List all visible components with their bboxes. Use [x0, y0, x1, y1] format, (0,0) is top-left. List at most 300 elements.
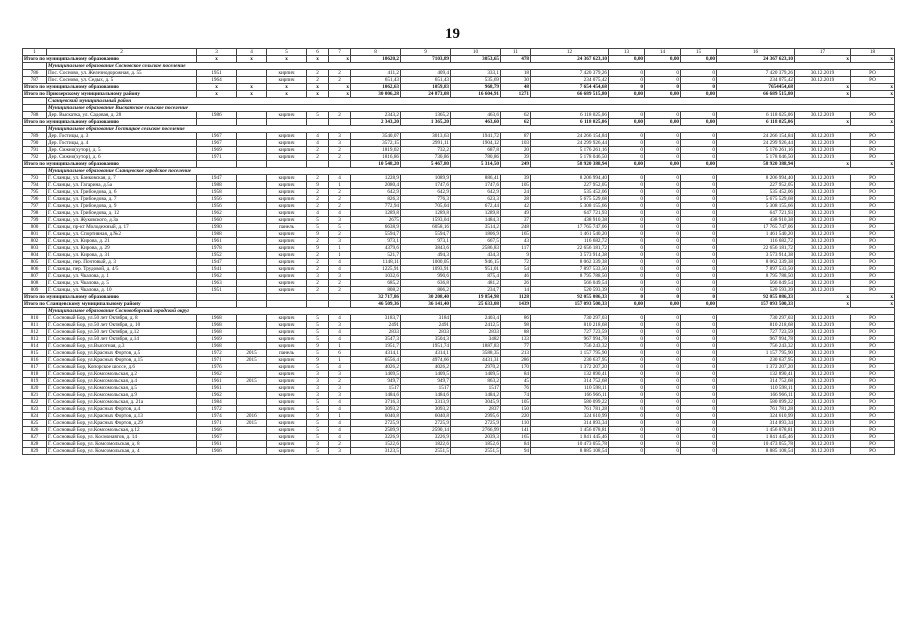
table-cell: 2 — [307, 154, 329, 161]
table-cell: 3 — [329, 385, 351, 392]
table-cell: 9 — [307, 343, 329, 350]
table-cell: x — [267, 84, 307, 91]
table-cell: 0 — [609, 434, 645, 441]
total-row — [23, 119, 895, 126]
table-cell: 8 885 108,54 — [717, 448, 795, 455]
table-cell: Дер. Сижно(хутор), д. 6 — [47, 154, 197, 161]
table-cell: 0 — [645, 434, 681, 441]
table-cell: РО — [851, 154, 895, 161]
housing-register-sheet — [22, 48, 894, 455]
table-cell: 3 — [329, 238, 351, 245]
table-cell: Г. Сланцы, ул. Кирова, д. 31 — [47, 252, 197, 259]
table-cell: 0 — [681, 385, 717, 392]
table-cell: 0 — [681, 434, 717, 441]
table-cell: 2 — [307, 189, 329, 196]
table-cell: 30.12.2019 — [795, 252, 851, 259]
table-row — [23, 245, 895, 252]
table-cell: кирпич — [267, 448, 307, 455]
table-cell: 730,86 — [401, 154, 451, 161]
table-cell: 5 308 155,66 — [717, 203, 795, 210]
table-cell: 520 593,39 — [717, 287, 795, 294]
table-row — [23, 427, 895, 434]
section-header-row — [23, 105, 895, 112]
table-cell: 687,8 — [451, 147, 501, 154]
table-cell: 43 — [501, 238, 531, 245]
table-cell: 672,44 — [451, 203, 501, 210]
table-cell: 3 — [329, 322, 351, 329]
table-cell: 790 — [23, 140, 47, 147]
table-cell: 157 093 500,33 — [717, 301, 795, 308]
table-cell — [237, 301, 267, 308]
table-cell: 0 — [645, 287, 681, 294]
section-header-row — [23, 63, 895, 70]
table-cell: 0 — [609, 350, 645, 357]
table-cell: 88 — [501, 329, 531, 336]
table-row — [23, 175, 895, 182]
table-cell: кирпич — [267, 420, 307, 427]
table-cell: 4 — [307, 210, 329, 217]
table-cell: 4 — [329, 266, 351, 273]
table-cell: 761 781,28 — [531, 406, 609, 413]
table-cell: 9 — [307, 357, 329, 364]
table-cell: 949,7 — [401, 378, 451, 385]
table-cell: 3 — [329, 133, 351, 140]
table-cell: 30.12.2019 — [795, 392, 851, 399]
table-cell: Итого по муниципальному образованию — [23, 84, 197, 91]
table-cell: 4314,1 — [351, 350, 401, 357]
table-cell: РО — [851, 259, 895, 266]
table-cell: 0 — [681, 406, 717, 413]
table-cell: 3588,35 — [451, 350, 501, 357]
page-number: 19 — [445, 26, 460, 42]
table-cell: 0 — [645, 217, 681, 224]
table-cell: 0 — [681, 147, 717, 154]
table-cell: x — [237, 84, 267, 91]
table-cell: кирпич — [267, 259, 307, 266]
table-cell: 0 — [609, 70, 645, 77]
table-cell: Г. Сланцы, ул. Грибоедова, д. 7 — [47, 196, 197, 203]
table-cell: 0 — [681, 224, 717, 231]
table-cell: 642,9 — [401, 189, 451, 196]
table-cell: Г. Сосновый Бор, ул.Комсомольская, д.4 — [47, 378, 197, 385]
table-cell: 1747,6 — [401, 182, 451, 189]
table-cell: 105 — [501, 182, 531, 189]
table-row — [23, 350, 895, 357]
table-cell: РО — [851, 357, 895, 364]
table-cell: 8 — [351, 49, 401, 56]
table-cell: 30.12.2019 — [795, 427, 851, 434]
table-cell: кирпич — [267, 70, 307, 77]
table-row — [23, 399, 895, 406]
table-cell: 1968 — [197, 322, 237, 329]
table-cell: 1971 — [197, 154, 237, 161]
table-cell: 234,7 — [451, 287, 501, 294]
table-cell: 84 — [501, 441, 531, 448]
table-cell: 1968 — [197, 329, 237, 336]
table-cell: 2675 — [351, 217, 401, 224]
table-cell: 0 — [645, 259, 681, 266]
table-cell: 30.12.2019 — [795, 231, 851, 238]
table-cell: 166 966,11 — [717, 392, 795, 399]
table-cell: 18 — [851, 49, 895, 56]
table-cell: 0 — [681, 378, 717, 385]
table-cell: 2 — [307, 252, 329, 259]
table-cell: 77 — [501, 343, 531, 350]
table-cell: 1409,5 — [451, 371, 501, 378]
table-cell: 17 765 747,06 — [717, 224, 795, 231]
table-cell: 14 — [501, 287, 531, 294]
table-cell: 1484,6 — [401, 392, 451, 399]
table-row — [23, 112, 895, 119]
table-cell: 535 452,06 — [531, 189, 609, 196]
table-cell: 0 — [645, 224, 681, 231]
table-cell: 0 — [609, 175, 645, 182]
table-cell: 9 — [307, 182, 329, 189]
table-cell: 0 — [609, 294, 645, 301]
table-cell: x — [795, 294, 851, 301]
table-cell: 1059,83 — [401, 84, 451, 91]
section-header-row — [23, 126, 895, 133]
table-cell: 24 299 926,44 — [717, 140, 795, 147]
table-cell: 1947 — [197, 175, 237, 182]
table-cell: 66 689 515,80 — [531, 91, 609, 98]
table-cell: 0 — [681, 203, 717, 210]
table-cell: 1747,6 — [451, 182, 501, 189]
table-cell: кирпич — [267, 77, 307, 84]
table-cell: РО — [851, 364, 895, 371]
table-cell: 4 — [307, 133, 329, 140]
table-cell: 3 573 914,38 — [531, 252, 609, 259]
table-cell: 7 420 379,26 — [717, 70, 795, 77]
table-cell: 220 — [501, 413, 531, 420]
table-cell: 3 — [307, 392, 329, 399]
table-cell: кирпич — [267, 427, 307, 434]
table-cell: 2 — [329, 280, 351, 287]
table-cell: 6638,9 — [351, 224, 401, 231]
table-cell: 463,60 — [451, 119, 501, 126]
table-cell: 761 781,28 — [717, 406, 795, 413]
table-cell — [237, 329, 267, 336]
table-cell: 807 — [23, 273, 47, 280]
table-cell: 0,00 — [681, 119, 717, 126]
table-cell: 2 — [307, 287, 329, 294]
table-cell: 535 452,06 — [717, 189, 795, 196]
table-cell: 1969 — [197, 336, 237, 343]
table-cell: 1365,2 — [401, 112, 451, 119]
table-cell: РО — [851, 448, 895, 455]
table-cell: 0 — [609, 210, 645, 217]
table-cell: Г. Сосновый Бор, ул.Красных Фортов, д.13 — [47, 413, 197, 420]
table-cell: 826 — [23, 427, 47, 434]
table-cell: Г. Сосновый Бор, ул. Космонавтов, д. 14 — [47, 434, 197, 441]
table-cell: 1941 — [197, 266, 237, 273]
table-cell: 1032,6 — [351, 273, 401, 280]
table-cell: 0 — [645, 378, 681, 385]
table-cell: 1972 — [197, 350, 237, 357]
table-row — [23, 259, 895, 266]
table-cell: 0 — [609, 231, 645, 238]
table-cell: Муниципальное образование Сланцевское городское поселение — [47, 168, 895, 175]
table-cell: 7 — [329, 49, 351, 56]
table-cell: 2837 — [451, 406, 501, 413]
table-cell: x — [237, 56, 267, 63]
table-cell: 314 752,68 — [717, 378, 795, 385]
table-cell: 825 — [23, 420, 47, 427]
table-cell: x — [795, 56, 851, 63]
table-cell: 788 — [23, 112, 47, 119]
register-body — [23, 49, 895, 455]
table-cell: Муниципальное образование Гостицкое сельское поселение — [47, 126, 895, 133]
table-cell: 4 — [237, 49, 267, 56]
table-cell: 30 — [501, 77, 531, 84]
table-cell: 636,8 — [401, 280, 451, 287]
table-cell: 4974,66 — [401, 357, 451, 364]
table-cell: 1000,05 — [401, 259, 451, 266]
table-cell: кирпич — [267, 357, 307, 364]
table-row — [23, 357, 895, 364]
table-cell: 30.12.2019 — [795, 259, 851, 266]
table-cell: 92 055 086,33 — [531, 294, 609, 301]
table-cell: Г. Сланцы, ул. Гагарина, д.5а — [47, 182, 197, 189]
table-cell: 2491 — [351, 322, 401, 329]
table-cell: 1958 — [197, 189, 237, 196]
table-cell: 132 890,41 — [531, 371, 609, 378]
table-cell: 0 — [681, 266, 717, 273]
table-cell — [237, 434, 267, 441]
table-cell — [307, 119, 329, 126]
table-cell: 30.12.2019 — [795, 196, 851, 203]
table-cell: РО — [851, 210, 895, 217]
table-cell: 804 — [23, 252, 47, 259]
table-cell: 3 — [329, 371, 351, 378]
table-cell — [237, 245, 267, 252]
table-cell: 806,2 — [401, 287, 451, 294]
table-cell: 756 243,32 — [531, 343, 609, 350]
table-cell: 0,00 — [645, 301, 681, 308]
table-cell: 0 — [681, 448, 717, 455]
table-cell: 1 — [329, 357, 351, 364]
table-cell: 809 — [23, 287, 47, 294]
table-cell: 802 — [23, 238, 47, 245]
table-cell: 2 — [329, 231, 351, 238]
table-cell — [237, 399, 267, 406]
table-cell: 0 — [645, 294, 681, 301]
table-cell: 822 — [23, 399, 47, 406]
table-row — [23, 133, 895, 140]
table-cell: 806 — [23, 266, 47, 273]
table-cell: 1 365,20 — [401, 119, 451, 126]
table-cell: 0 — [609, 420, 645, 427]
table-cell: РО — [851, 112, 895, 119]
table-cell: x — [795, 84, 851, 91]
table-cell: 30.12.2019 — [795, 70, 851, 77]
table-row — [23, 210, 895, 217]
table-cell: 9 — [307, 413, 329, 420]
table-cell: РО — [851, 322, 895, 329]
table-cell: 520 593,39 — [531, 287, 609, 294]
table-cell: 1986 — [197, 112, 237, 119]
table-cell: 642,9 — [351, 189, 401, 196]
table-cell: x — [237, 91, 267, 98]
table-cell: 1289,8 — [451, 210, 501, 217]
table-cell: 30.12.2019 — [795, 336, 851, 343]
table-cell: 0 — [645, 238, 681, 245]
table-cell: 8 206 994,40 — [717, 175, 795, 182]
table-row — [23, 385, 895, 392]
table-cell: 9 — [401, 49, 451, 56]
table-cell: 1517 — [351, 385, 401, 392]
table-cell: 1971 — [197, 420, 237, 427]
table-cell: x — [851, 56, 895, 63]
table-cell: Г. Сосновый Бор, ул.Комсомольская, д.12 — [47, 427, 197, 434]
table-cell: Дер. Гостицы, д. 4 — [47, 140, 197, 147]
table-cell: 2343,2 — [351, 112, 401, 119]
table-cell: 0 — [681, 112, 717, 119]
table-cell: Г. Сланцы, пер. Почтовый, д. 3 — [47, 259, 197, 266]
table-cell — [329, 301, 351, 308]
table-cell: 823 — [23, 406, 47, 413]
table-cell: x — [795, 119, 851, 126]
table-cell: 1 — [329, 182, 351, 189]
table-cell: 58 920 388,94 — [531, 161, 609, 168]
table-cell: 801 — [23, 231, 47, 238]
table-cell: 821 — [23, 392, 47, 399]
table-cell: 6040,8 — [401, 413, 451, 420]
table-cell: 0 — [645, 280, 681, 287]
table-cell: 817 — [23, 364, 47, 371]
table-cell: кирпич — [267, 217, 307, 224]
table-cell: 1951,74 — [401, 343, 451, 350]
table-cell: 828 — [23, 441, 47, 448]
table-cell: 4 — [329, 399, 351, 406]
table-cell — [237, 119, 267, 126]
table-cell — [237, 217, 267, 224]
table-cell: 6 — [307, 49, 329, 56]
table-cell: РО — [851, 441, 895, 448]
table-row — [23, 392, 895, 399]
table-cell: 170 — [501, 364, 531, 371]
table-cell — [237, 371, 267, 378]
table-cell: 3 — [307, 441, 329, 448]
table-cell: 0,00 — [645, 119, 681, 126]
table-cell: 5 — [307, 336, 329, 343]
table-cell: 2015 — [237, 420, 267, 427]
table-cell: 0 — [609, 273, 645, 280]
table-cell: 2 — [329, 154, 351, 161]
table-cell: Г. Сланцы, ул. Грибоедова, д. 9 — [47, 203, 197, 210]
table-cell: 796 — [23, 196, 47, 203]
column-number-row — [23, 49, 895, 56]
table-cell: 30.12.2019 — [795, 441, 851, 448]
table-cell: 286 — [501, 357, 531, 364]
table-cell: 30.12.2019 — [795, 287, 851, 294]
table-cell: 84 — [501, 371, 531, 378]
table-cell: 3 — [307, 273, 329, 280]
table-cell: 0 — [681, 77, 717, 84]
table-cell: РО — [851, 392, 895, 399]
table-cell: 5 — [267, 49, 307, 56]
table-cell: 0 — [681, 189, 717, 196]
table-cell: 30.12.2019 — [795, 133, 851, 140]
table-cell: 10620,2 — [351, 56, 401, 63]
table-cell — [237, 343, 267, 350]
table-cell: 1 456 078,81 — [531, 427, 609, 434]
table-cell: 2995,6 — [451, 413, 501, 420]
table-cell: 0 — [645, 210, 681, 217]
table-cell: 2039,3 — [451, 434, 501, 441]
table-cell: 5 — [307, 448, 329, 455]
table-cell: Итого по муниципальному образованию — [23, 56, 197, 63]
table-cell: 4 — [329, 364, 351, 371]
table-cell: кирпич — [267, 399, 307, 406]
total-row — [23, 301, 895, 308]
table-cell: 30.12.2019 — [795, 315, 851, 322]
table-cell: 16 604,91 — [451, 91, 501, 98]
table-cell: 1517 — [401, 385, 451, 392]
table-cell: 1887,83 — [451, 343, 501, 350]
table-cell: РО — [851, 217, 895, 224]
table-cell: 0 — [645, 231, 681, 238]
table-cell: 580 099,22 — [717, 399, 795, 406]
table-cell: 141 — [501, 427, 531, 434]
table-cell: 0 — [609, 441, 645, 448]
total-row — [23, 56, 895, 63]
table-cell: 7 897 533,50 — [717, 266, 795, 273]
table-cell — [237, 133, 267, 140]
table-cell: 324 610,99 — [531, 413, 609, 420]
table-cell: 8 885 108,54 — [531, 448, 609, 455]
table-cell — [237, 189, 267, 196]
table-cell: 98 — [501, 322, 531, 329]
table-cell: кирпич — [267, 238, 307, 245]
table-cell: 1960 — [197, 217, 237, 224]
table-cell: 4 — [329, 329, 351, 336]
table-cell: 5 — [307, 329, 329, 336]
table-cell: 792 — [23, 154, 47, 161]
table-cell — [237, 70, 267, 77]
table-cell: 7 654 454,68 — [531, 84, 609, 91]
table-row — [23, 378, 895, 385]
table-cell: 3716,3 — [351, 399, 401, 406]
table-cell: кирпич — [267, 245, 307, 252]
table-cell: 3 — [329, 140, 351, 147]
table-cell: 2412,5 — [451, 322, 501, 329]
table-cell: РО — [851, 385, 895, 392]
table-cell: 732,2 — [401, 147, 451, 154]
table-cell — [237, 196, 267, 203]
table-cell — [237, 427, 267, 434]
table-cell: 651,43 — [351, 77, 401, 84]
table-cell: 1816,86 — [351, 154, 401, 161]
table-cell: кирпич — [267, 385, 307, 392]
table-cell: 26 — [501, 280, 531, 287]
table-cell: 4 — [329, 336, 351, 343]
table-cell — [267, 161, 307, 168]
table-cell: 411,2 — [351, 70, 401, 77]
table-cell: кирпич — [267, 175, 307, 182]
table-cell: 10 473 055,78 — [531, 441, 609, 448]
table-cell: 1962 — [197, 210, 237, 217]
table-cell: 815 — [23, 350, 47, 357]
table-cell: 2970,2 — [451, 364, 501, 371]
table-cell: 30.12.2019 — [795, 147, 851, 154]
table-cell: 3183,7 — [351, 315, 401, 322]
table-row — [23, 413, 895, 420]
table-cell: 3540,07 — [351, 133, 401, 140]
table-cell: 1093,91 — [401, 266, 451, 273]
table-cell: 0 — [645, 147, 681, 154]
table-cell: 0 — [645, 392, 681, 399]
